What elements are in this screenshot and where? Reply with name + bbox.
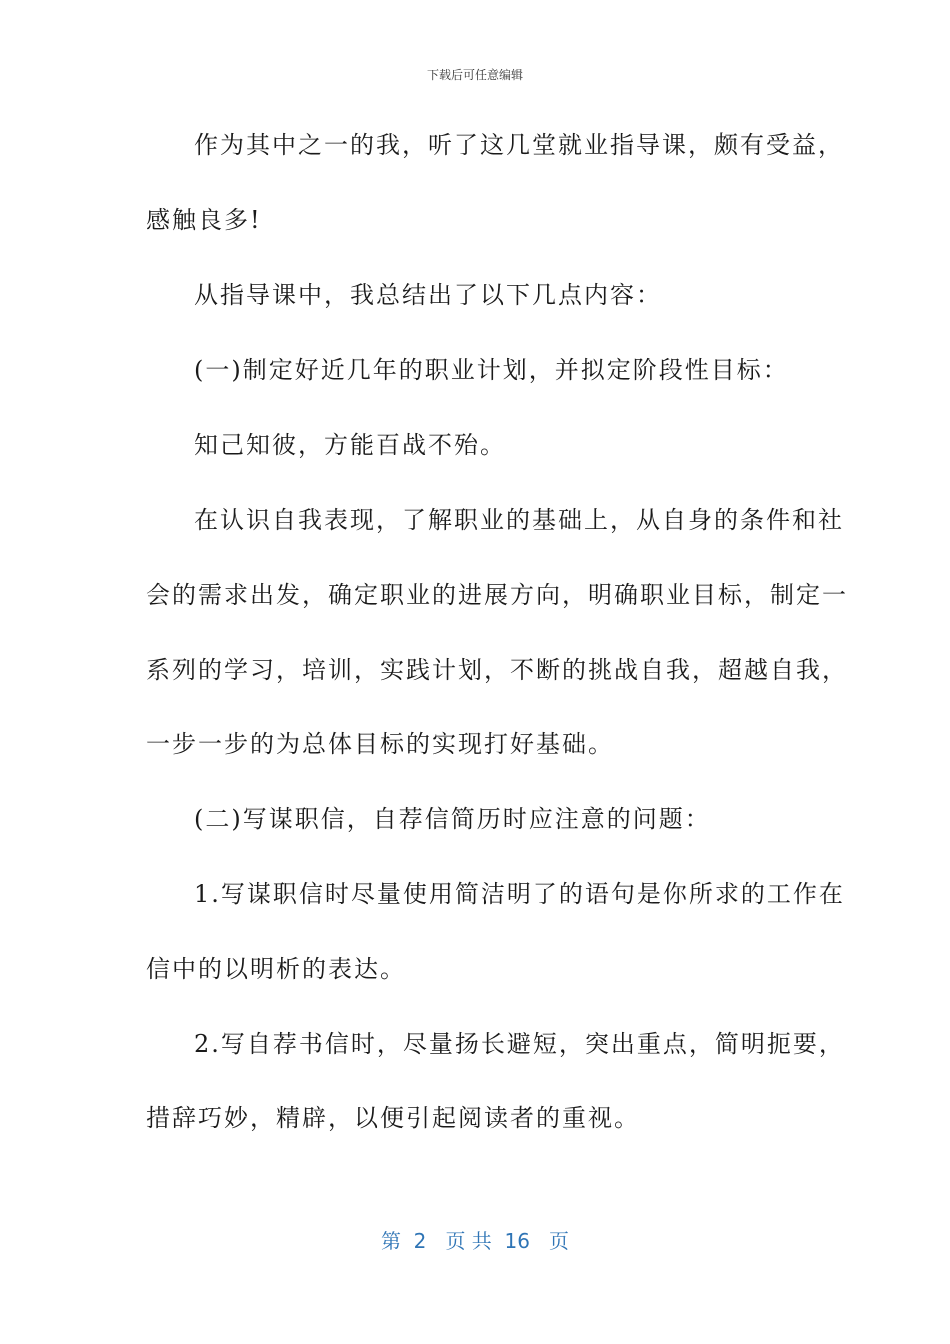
paragraph-line: 系列的学习，培训，实践计划，不断的挑战自我，超越自我， [146, 656, 848, 684]
paragraph-line: (一)制定好近几年的职业计划，并拟定阶段性目标： [194, 356, 789, 384]
paragraph-line: 1.写谋职信时尽量使用简洁明了的语句是你所求的工作在 [194, 880, 845, 908]
paragraph-line: 信中的以明析的表达。 [146, 955, 406, 983]
paragraph-line: 感触良多! [146, 206, 262, 234]
paragraph-line: 从指导课中，我总结出了以下几点内容： [194, 281, 662, 309]
paragraph-line: 在认识自我表现，了解职业的基础上，从自身的条件和社 [194, 506, 844, 534]
paragraph-line: 知己知彼，方能百战不殆。 [194, 431, 506, 459]
paragraph-line: 一步一步的为总体目标的实现打好基础。 [146, 730, 614, 758]
paragraph-line: 措辞巧妙，精辟，以便引起阅读者的重视。 [146, 1104, 640, 1132]
paragraph-line: 作为其中之一的我，听了这几堂就业指导课，颇有受益， [194, 131, 844, 159]
page-header: 下载后可任意编辑 [426, 68, 523, 82]
page-footer: 第 2 页 共 16 页 [380, 1229, 570, 1253]
paragraph-line: 2.写自荐书信时，尽量扬长避短，突出重点，简明扼要， [194, 1030, 845, 1058]
paragraph-line: (二)写谋职信，自荐信简历时应注意的问题： [194, 805, 711, 833]
paragraph-line: 会的需求出发，确定职业的进展方向，明确职业目标，制定一 [146, 581, 848, 609]
